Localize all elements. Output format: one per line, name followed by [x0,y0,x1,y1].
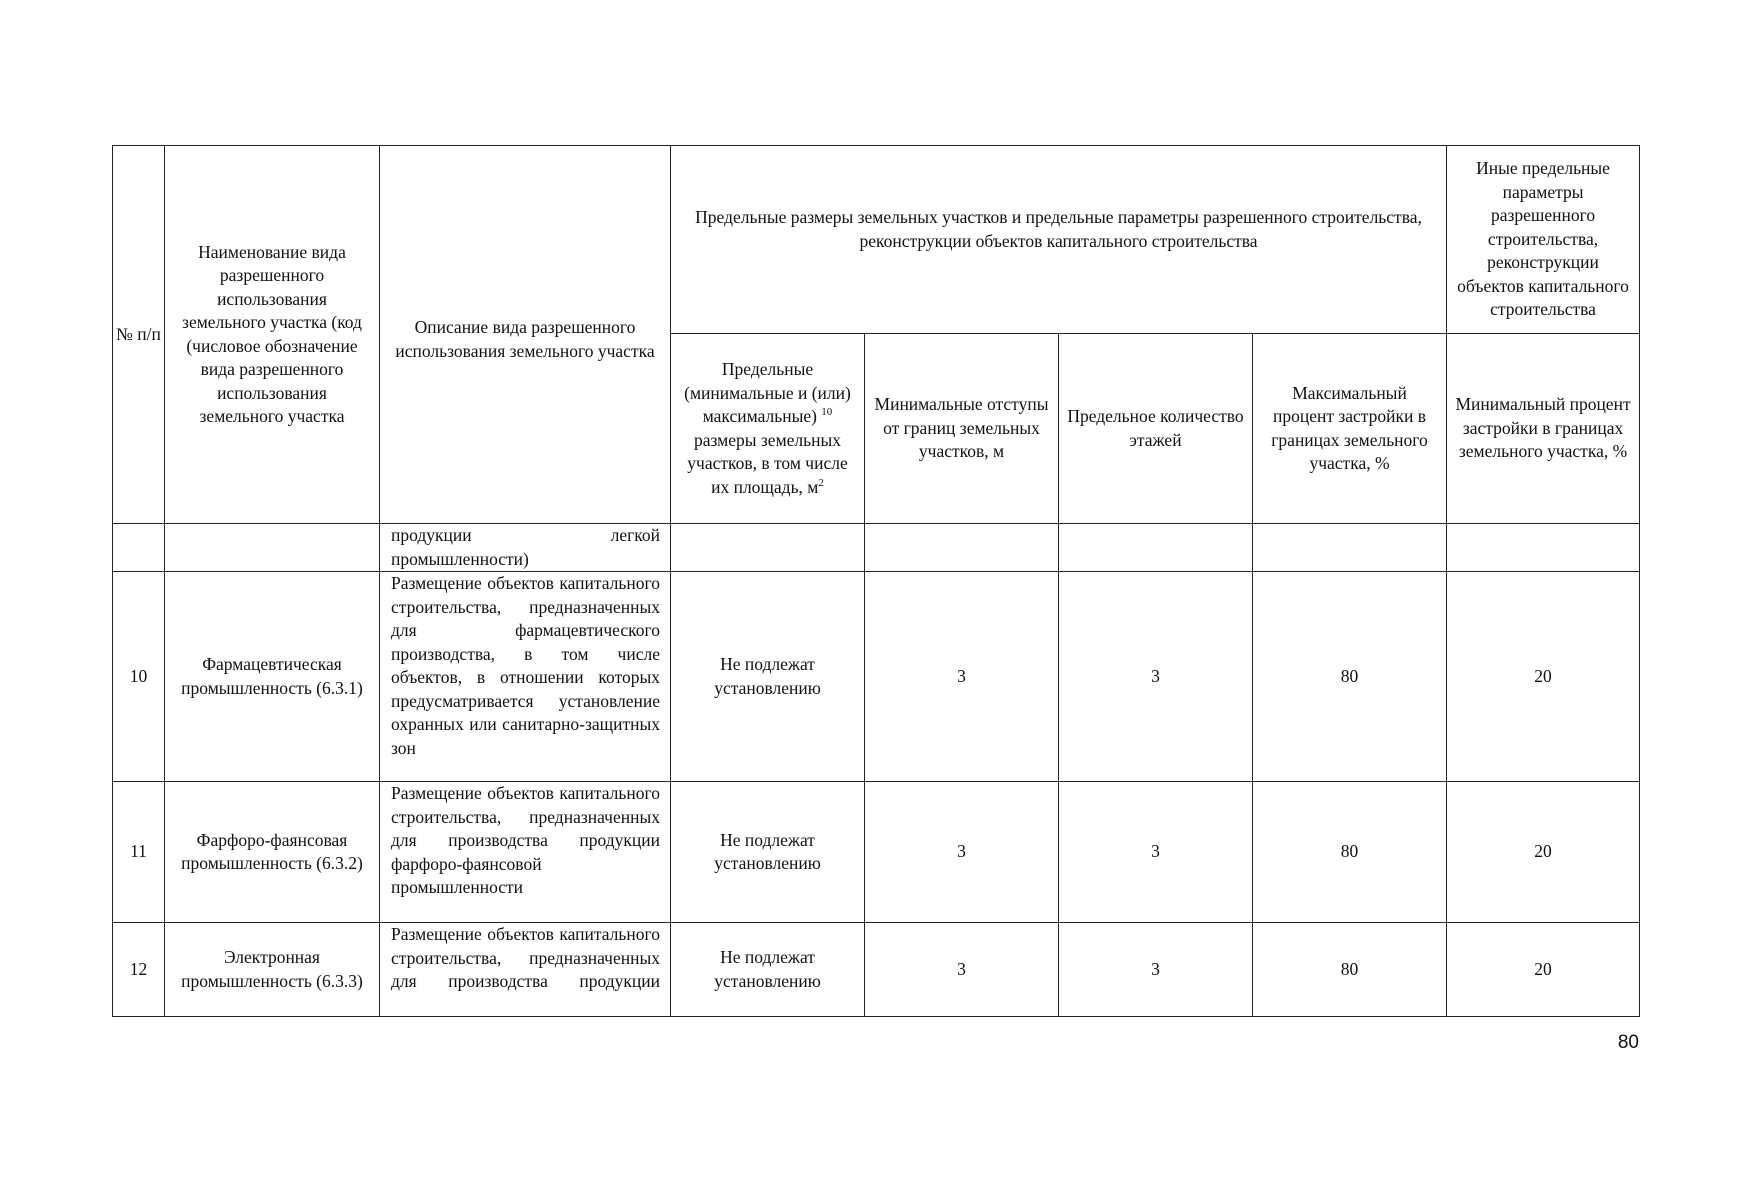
cell-setbacks: 3 [865,572,1059,782]
header-num: № п/п [113,146,165,524]
cell-name [165,524,380,572]
cell-max-coverage: 80 [1253,923,1447,1017]
cell-plot-size: Не подлежат установлению [671,782,865,923]
continuation-line-2: промышленности) [391,548,529,569]
cell-plot-size: Не подлежат установлению [671,923,865,1017]
continuation-line-1: продукции легкой [391,525,660,545]
cell-name: Фармацевтическая промышленность (6.3.1) [165,572,380,782]
cell-num [113,524,165,572]
header-setbacks: Минимальные отступы от границ земельных участков, м [865,334,1059,524]
header-plot-size [671,334,865,524]
table-row-continuation [113,524,1640,572]
cell-description: Размещение объектов капитального строительства, предназначенных для фармацевтического производства, в том числе объектов, в отношении которых предусматривается установление охранных или санитарно-защитных зон [380,572,671,782]
land-use-regulations-table [112,145,1640,1017]
footnote-marker: 10 [821,406,833,419]
header-plot-size-text: Предельные (минимальные и (или) максимальные) [684,359,851,426]
cell-plot-size: Не подлежат установлению [671,572,865,782]
cell-max-coverage: 80 [1253,782,1447,923]
cell-floors: 3 [1059,572,1253,782]
header-min-coverage: Минимальный процент застройки в границах земельного участка, % [1447,334,1640,524]
cell-name: Фарфоро-фаянсовая промышленность (6.3.2) [165,782,380,923]
header-other-limits: Иные предельные параметры разрешенного строительства, реконструкции объектов капитального строительства [1447,146,1640,334]
cell-floors: 3 [1059,782,1253,923]
cell-min-coverage: 20 [1447,782,1640,923]
cell-setbacks [865,524,1059,572]
header-floors: Предельное количество этажей [1059,334,1253,524]
cell-description: Размещение объектов капитального строительства, предназначенных для производства продукции фарфоро-фаянсовой промышленности [380,782,671,923]
cell-max-coverage [1253,524,1447,572]
cell-num: 11 [113,782,165,923]
cell-plot-size [671,524,865,572]
cell-num: 12 [113,923,165,1017]
cell-name: Электронная промышленность (6.3.3) [165,923,380,1017]
header-max-coverage: Максимальный процент застройки в границах земельного участка, % [1253,334,1447,524]
cell-floors [1059,524,1253,572]
table-row [113,572,1640,782]
header-plot-size-text-cont: размеры земельных участков, в том числе их площадь, м [687,429,848,497]
header-row-top [113,146,1640,334]
table-row [113,923,1640,1017]
table-row [113,782,1640,923]
cell-min-coverage: 20 [1447,572,1640,782]
header-description: Описание вида разрешенного использования земельного участка [380,146,671,524]
page-number: 80 [1617,1032,1639,1053]
cell-max-coverage: 80 [1253,572,1447,782]
cell-description: Размещение объектов капитального строительства, предназначенных для производства продукции [380,923,671,1017]
cell-min-coverage [1447,524,1640,572]
cell-min-coverage: 20 [1447,923,1640,1017]
cell-description [380,524,671,572]
cell-setbacks: 3 [865,923,1059,1017]
header-name: Наименование вида разрешенного использования земельного участка (код (числовое обозначение вида разрешенного использования земельного участка [165,146,380,524]
cell-floors: 3 [1059,923,1253,1017]
unit-power: 2 [818,476,824,489]
cell-setbacks: 3 [865,782,1059,923]
cell-num: 10 [113,572,165,782]
header-limits-group: Предельные размеры земельных участков и предельные параметры разрешенного строительства, реконструкции объектов капитального строительства [671,146,1447,334]
